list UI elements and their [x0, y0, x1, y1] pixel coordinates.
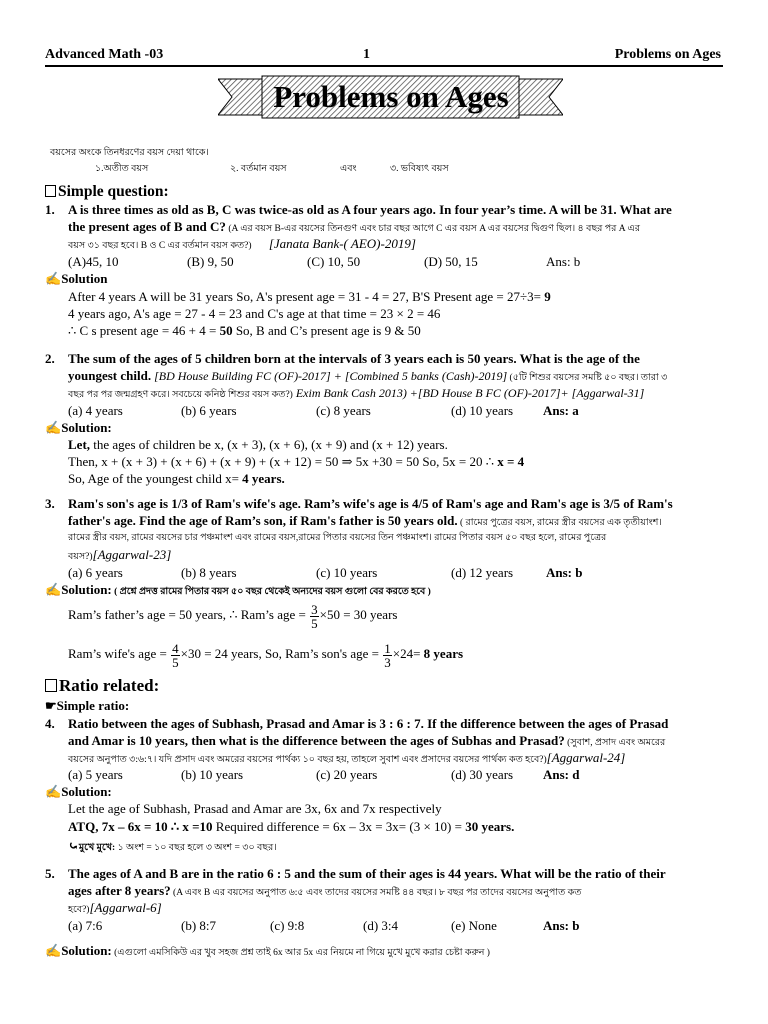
page-header	[45, 47, 723, 65]
intro-present: ২. বর্তমান বয়স	[230, 164, 287, 174]
intro-and: এবং	[340, 164, 357, 174]
q4-line3-bn: বয়সের অনুপাত ৩:৬:৭। যদি প্রসাদ এবং অমরের বয়সের পার্থক্য ১০ বছর হয়, তাহলে সুবাশ এবং প্রসাদের বয়সের পার্থক্য কত হবে?)	[68, 755, 547, 765]
q2-line3	[68, 385, 644, 403]
q4-answer: Ans: d	[543, 767, 580, 782]
q4-number: 4.	[45, 716, 55, 731]
q1-reference: [Janata Bank-( AEO)-2019]	[268, 236, 416, 251]
q3-sol1	[68, 601, 397, 630]
q1-sol2: 4 years ago, A's age = 27 - 4 = 23 and C's age at that time = 23 × 2 = 46	[68, 306, 441, 321]
q3-sol2-end: ×24=	[392, 646, 424, 661]
q5-line1: The ages of A and B are in the ratio 6 : 5 and the sum of their ages is 44 years. What will be the ratio of their	[68, 866, 666, 881]
q3-number: 3.	[45, 496, 55, 511]
q3-line3: রামের স্ত্রীর বয়স, রামের বয়সের চার পঞ্চমাংশ এবং রামের বয়স,রামের পিতার বয়সের তিন পঞ্চমাংশ। রামের পিতার বয়স ৫০ বছর হলে, রামের পুত্রের	[68, 533, 607, 543]
q4-mental-text: ১ অংশ = ১০ বছর হলে ৩ অংশ = ৩০ বছর।	[115, 843, 277, 853]
q1-option-c: (C) 10, 50	[307, 254, 361, 269]
q4-mental	[68, 838, 277, 856]
intro-future: ৩. ভবিষ্যৎ বয়স	[390, 164, 449, 174]
q3-line2-en: father's age. Find the age of Ram’s son, if Ram's father is 50 years old.	[68, 513, 458, 528]
q5-reference: [Aggarwal-6]	[89, 900, 162, 915]
q3-sol1-text: Ram’s father’s age = 50 years, ∴ Ram’s age =	[68, 607, 310, 622]
q5-line2-bn: (A এবং B এর বয়সের অনুপাত ৬:৫ এবং তাদের বয়সের সমষ্টি ৪৪ বছর। ৮ বছর পর তাদের বয়সের অনুপাত কত	[170, 888, 582, 898]
q2-sol3	[68, 471, 285, 486]
q5-solution-note: (এগুলো এমসিকিউ এর খুব সহজ প্রশ্ন তাই 6x আর 5x এর নিয়মে না গিয়ে মুখে মুখে করার চেষ্টা করুন )	[111, 948, 490, 958]
fraction-1-3	[383, 642, 392, 669]
q3-line2	[68, 513, 662, 531]
q2-sol2	[68, 454, 524, 469]
fraction-numerator: 4	[172, 640, 179, 656]
fraction-3-5	[310, 603, 319, 630]
intro-line: বয়সের অংকে তিনধরণের বয়স দেয়া থাকে।	[50, 148, 209, 158]
q2-option-c: (c) 8 years	[316, 403, 371, 418]
q1-solution-label	[45, 271, 107, 286]
q4-option-d: (d) 30 years	[451, 767, 514, 782]
pen-hand-icon: ✍	[45, 420, 62, 435]
q4-reference: [Aggarwal-24]	[546, 750, 626, 765]
page-title: Problems on Ages	[273, 79, 509, 114]
curved-arrow-icon: ⤿	[68, 838, 79, 853]
q1-sol1-answer: 9	[544, 289, 551, 304]
q2-line2-en: youngest child.	[68, 368, 152, 383]
q5-option-c: (c) 9:8	[270, 918, 305, 933]
q3-sol2-answer: 8 years	[423, 646, 464, 661]
q4-sol2-text: Required difference = 6x – 3x = 3x= (3 × 10) =	[212, 819, 466, 834]
q5-answer: Ans: b	[543, 918, 580, 933]
page-number: 1	[363, 47, 370, 62]
intro-past: ১.অতীত বয়স	[95, 164, 149, 174]
q1-line1: A is three times as old as B, C was twice-as old as A four years ago. In four year’s time. A will be 31. What are	[68, 202, 672, 217]
q2-sol3-answer: 4 years.	[242, 471, 285, 486]
q2-option-a: (a) 4 years	[68, 403, 123, 418]
q4-line2-en: and Amar is 10 years, then what is the difference between the ages of Subhas and Prasad?	[68, 733, 565, 748]
section-simple-ratio	[45, 698, 129, 713]
q1-option-d: (D) 50, 15	[424, 254, 478, 269]
fraction-denominator: 5	[172, 654, 179, 670]
q2-sol1	[68, 437, 448, 452]
q1-sol3-answer: 50	[219, 323, 233, 338]
q5-line2-en: ages after 8 years?	[68, 883, 171, 898]
q2-line3-bn: বছর পর পর জন্মগ্রহণ করে। সবচেয়ে কনিষ্ঠ শিশুর বয়স কত?)	[68, 390, 293, 400]
section-title: Ratio related:	[59, 676, 160, 695]
q3-option-a: (a) 6 years	[68, 565, 123, 580]
q1-option-a: (A)45, 10	[68, 254, 119, 269]
q4-line1: Ratio between the ages of Subhash, Prasad and Amar is 3 : 6 : 7. If the difference between the ages of Prasad	[68, 716, 669, 731]
q1-line2-en: the present ages of B and C?	[68, 219, 226, 234]
q5-line2	[68, 883, 581, 901]
q3-line1: Ram's son's age is 1/3 of Ram's wife's age. Ram’s wife's age is 4/5 of Ram's age and Ram's age is 3/5 of Ram's	[68, 496, 673, 511]
fraction-numerator: 1	[384, 640, 391, 656]
q4-sol2	[68, 819, 514, 834]
q1-number: 1.	[45, 202, 55, 217]
q2-reference-2: Exim Bank Cash 2013) +[BD House B FC (OF)-2017]+ [Aggarwal-31]	[292, 386, 645, 400]
title-banner	[218, 75, 563, 119]
q1-answer: Ans: b	[546, 254, 581, 269]
q2-answer: Ans: a	[543, 403, 579, 418]
pen-hand-icon: ✍	[45, 943, 62, 958]
q1-sol1-text: After 4 years A will be 31 years So, A's present age = 31 - 4 = 27, B'S Present age = 27÷3=	[68, 289, 545, 304]
q2-option-d: (d) 10 years	[451, 403, 514, 418]
q2-number: 2.	[45, 351, 55, 366]
q4-mental-label: মুখে মুখে:	[78, 843, 116, 853]
q4-line2-bn: (সুবাশ, প্রসাদ এবং অমরের	[564, 738, 666, 748]
pen-hand-icon: ✍	[45, 271, 62, 286]
q4-sol1: Let the age of Subhash, Prasad and Amar are 3x, 6x and 7x respectively	[68, 801, 442, 816]
q1-option-b: (B) 9, 50	[187, 254, 234, 269]
q2-solution-label	[45, 420, 112, 435]
pointing-hand-icon: ☛	[45, 698, 57, 713]
q2-line2	[68, 368, 667, 386]
fraction-numerator: 3	[311, 601, 318, 617]
q3-sol2-mid: ×30 = 24 years, So, Ram’s son's age =	[180, 646, 383, 661]
q5-number: 5.	[45, 866, 55, 881]
q4-sol2-answer: 30 years.	[465, 819, 515, 834]
q4-option-a: (a) 5 years	[68, 767, 123, 782]
q4-line2	[68, 733, 665, 751]
q1-line2	[68, 219, 640, 237]
pen-hand-icon: ✍	[45, 784, 62, 799]
header-left: Advanced Math -03	[45, 47, 164, 62]
q2-sol3-text: So, Age of the youngest child x=	[68, 471, 243, 486]
q5-option-a: (a) 7:6	[68, 918, 103, 933]
q3-line4-bn: বয়স?)	[68, 552, 93, 562]
q5-option-b: (b) 8:7	[181, 918, 217, 933]
solution-label: Solution:	[61, 943, 112, 958]
solution-label: Solution:	[61, 420, 112, 435]
q2-reference: [BD House Building FC (OF)-2017] + [Combined 5 banks (Cash)-2019]	[151, 369, 508, 383]
q3-line4	[68, 547, 171, 565]
pen-hand-icon: ✍	[45, 582, 62, 597]
q2-sol1-text: the ages of children be x, (x + 3), (x + 6), (x + 9) and (x + 12) years.	[90, 437, 448, 452]
q5-line3	[68, 900, 162, 918]
q4-sol2-atq: ATQ, 7x – 6x = 10 ∴ x =10	[68, 819, 213, 834]
q1-line3	[68, 236, 416, 254]
section-simple-question	[45, 184, 169, 199]
header-right: Problems on Ages	[614, 47, 721, 62]
solution-label: Solution:	[61, 784, 112, 799]
q2-sol2-answer: x = 4	[497, 454, 525, 469]
q2-sol2-text: Then, x + (x + 3) + (x + 6) + (x + 9) + (x + 12) = 50 ⇒ 5x +30 = 50 So, 5x = 20 ∴	[68, 454, 498, 469]
q4-solution-label	[45, 784, 112, 799]
q5-option-e: (e) None	[451, 918, 497, 933]
header-divider	[45, 65, 723, 67]
q3-line2-bn: ( রামের পুত্রের বয়স, রামের স্ত্রীর বয়সের এক তৃতীয়াংশ।	[457, 518, 662, 528]
q3-sol2	[68, 640, 463, 669]
section-subtitle: Simple ratio:	[56, 698, 130, 713]
section-ratio-related	[45, 677, 159, 695]
solution-label: Solution	[61, 271, 108, 286]
fraction-denominator: 5	[311, 615, 318, 631]
q2-option-b: (b) 6 years	[181, 403, 237, 418]
q4-line3	[68, 750, 625, 768]
fraction-denominator: 3	[384, 654, 391, 670]
q1-sol1	[68, 289, 551, 304]
q3-option-b: (b) 8 years	[181, 565, 237, 580]
q4-option-b: (b) 10 years	[181, 767, 244, 782]
q2-line1: The sum of the ages of 5 children born at the intervals of 3 years each is 50 years. What is the age of the	[68, 351, 640, 366]
q3-sol1-result: ×50 = 30 years	[319, 607, 398, 622]
q3-reference: [Aggarwal-23]	[92, 547, 172, 562]
q5-line3-bn: হবে?)	[68, 905, 90, 915]
q3-option-d: (d) 12 years	[451, 565, 514, 580]
q3-sol2-text: Ram’s wife's age =	[68, 646, 171, 661]
q5-option-d: (d) 3:4	[363, 918, 399, 933]
q1-line2-bn: (A এর বয়স B-এর বয়সের তিনগুণ এবং চার বছর আগে C এর বয়স A এর বয়সের দ্বিগুণ ছিল। ৪ বছর পর A এর	[225, 224, 640, 234]
q3-solution-note: ( প্রশ্নে প্রদত্ত রামের পিতার বয়স ৫০ বছর থেকেই অন্যদের বয়স গুলো বের করতে হবে )	[111, 587, 431, 597]
q2-sol1-let: Let,	[68, 437, 91, 452]
solution-label: Solution:	[61, 582, 112, 597]
q3-solution-label	[45, 582, 431, 600]
q1-sol3-end: So, B and C’s present age is 9 & 50	[232, 323, 421, 338]
q3-answer: Ans: b	[546, 565, 583, 580]
q1-sol3-text: ∴ C s present age = 46 + 4 =	[68, 323, 220, 338]
q4-option-c: (c) 20 years	[316, 767, 378, 782]
q3-option-c: (c) 10 years	[316, 565, 378, 580]
section-title: Simple question:	[58, 183, 169, 200]
q1-sol3	[68, 323, 421, 338]
fraction-4-5	[171, 642, 180, 669]
q2-line2-bn: (৫টি শিশুর বয়সের সমষ্টি ৫০ বছর। তারা ৩	[507, 373, 668, 383]
q1-line3-bn: বয়স ৩১ বছর হবে। B ও C এর বর্তমান বয়স কত?)	[68, 241, 252, 251]
checkbox-icon	[45, 679, 57, 692]
checkbox-icon	[45, 185, 56, 197]
q5-solution-label	[45, 943, 490, 961]
